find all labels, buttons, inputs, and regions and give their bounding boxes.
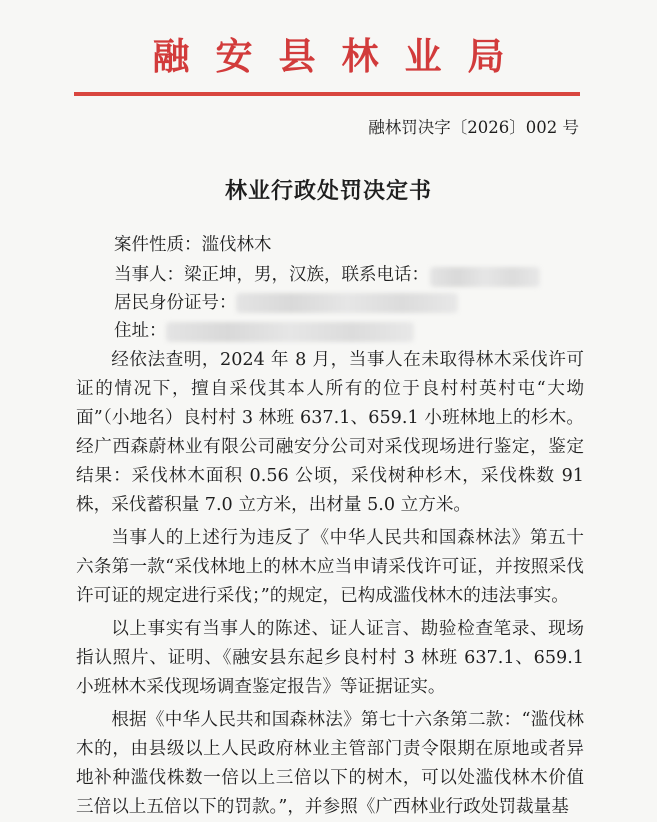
document-body bbox=[76, 346, 584, 822]
paragraph-findings: 经依法查明，2024 年 8 月，当事人在未取得林木采伐许可证的情况下，擅自采伐其本人所有的位于良村村英村屯“大坳面”（小地名）良村村 3 林班 637.1、659.1 小班林地上的杉木。经广西森蔚林业有限公司融安分公司对采伐现场进行鉴定，鉴定结果：采伐林木面积 0.56 公顷，采伐树种杉木，采伐株数 91 株，采伐蓄积量 7.0 立方米，出材量 5.0 立方米。 bbox=[76, 350, 584, 515]
paragraph-legal-basis: 根据《中华人民共和国森林法》第七十六条第二款：“滥伐林木的，由县级以上人民政府林业主管部门责令限期在原地或者异地补种滥伐株数一倍以上三倍以下的树木，可以处滥伐林木价值三倍以上五倍以下的罚款。”，并参照《广西林业行政处罚裁量基 bbox=[76, 710, 584, 817]
address-field: 住址： bbox=[114, 321, 167, 341]
redacted-phone bbox=[430, 267, 540, 287]
document-number: 融林罚决字〔2026〕002 号 bbox=[368, 118, 579, 137]
redacted-id-number bbox=[236, 293, 458, 313]
paragraph-violation: 当事人的上述行为违反了《中华人民共和国森林法》第五十六条第一款“采伐林地上的林木应当申请采伐许可证，并按照采伐许可证的规定进行采伐；”的规定，已构成滥伐林木的违法事实。 bbox=[76, 528, 584, 606]
redacted-address bbox=[166, 322, 414, 342]
agency-letterhead: 融安县林业局 bbox=[152, 34, 531, 78]
case-nature-field: 案件性质：滥伐林木 bbox=[114, 235, 272, 255]
paragraph-evidence: 以上事实有当事人的陈述、证人证言、勘验检查笔录、现场指认照片、证明、《融安县东起乡良村村 3 林班 637.1、659.1 小班林木采伐现场调查鉴定报告》等证据证实。 bbox=[76, 619, 584, 697]
letterhead-red-rule bbox=[74, 92, 580, 96]
party-field: 当事人：梁正坤，男，汉族，联系电话： bbox=[114, 265, 429, 285]
id-card-field: 居民身份证号： bbox=[114, 293, 237, 313]
document-title: 林业行政处罚决定书 bbox=[224, 178, 432, 204]
